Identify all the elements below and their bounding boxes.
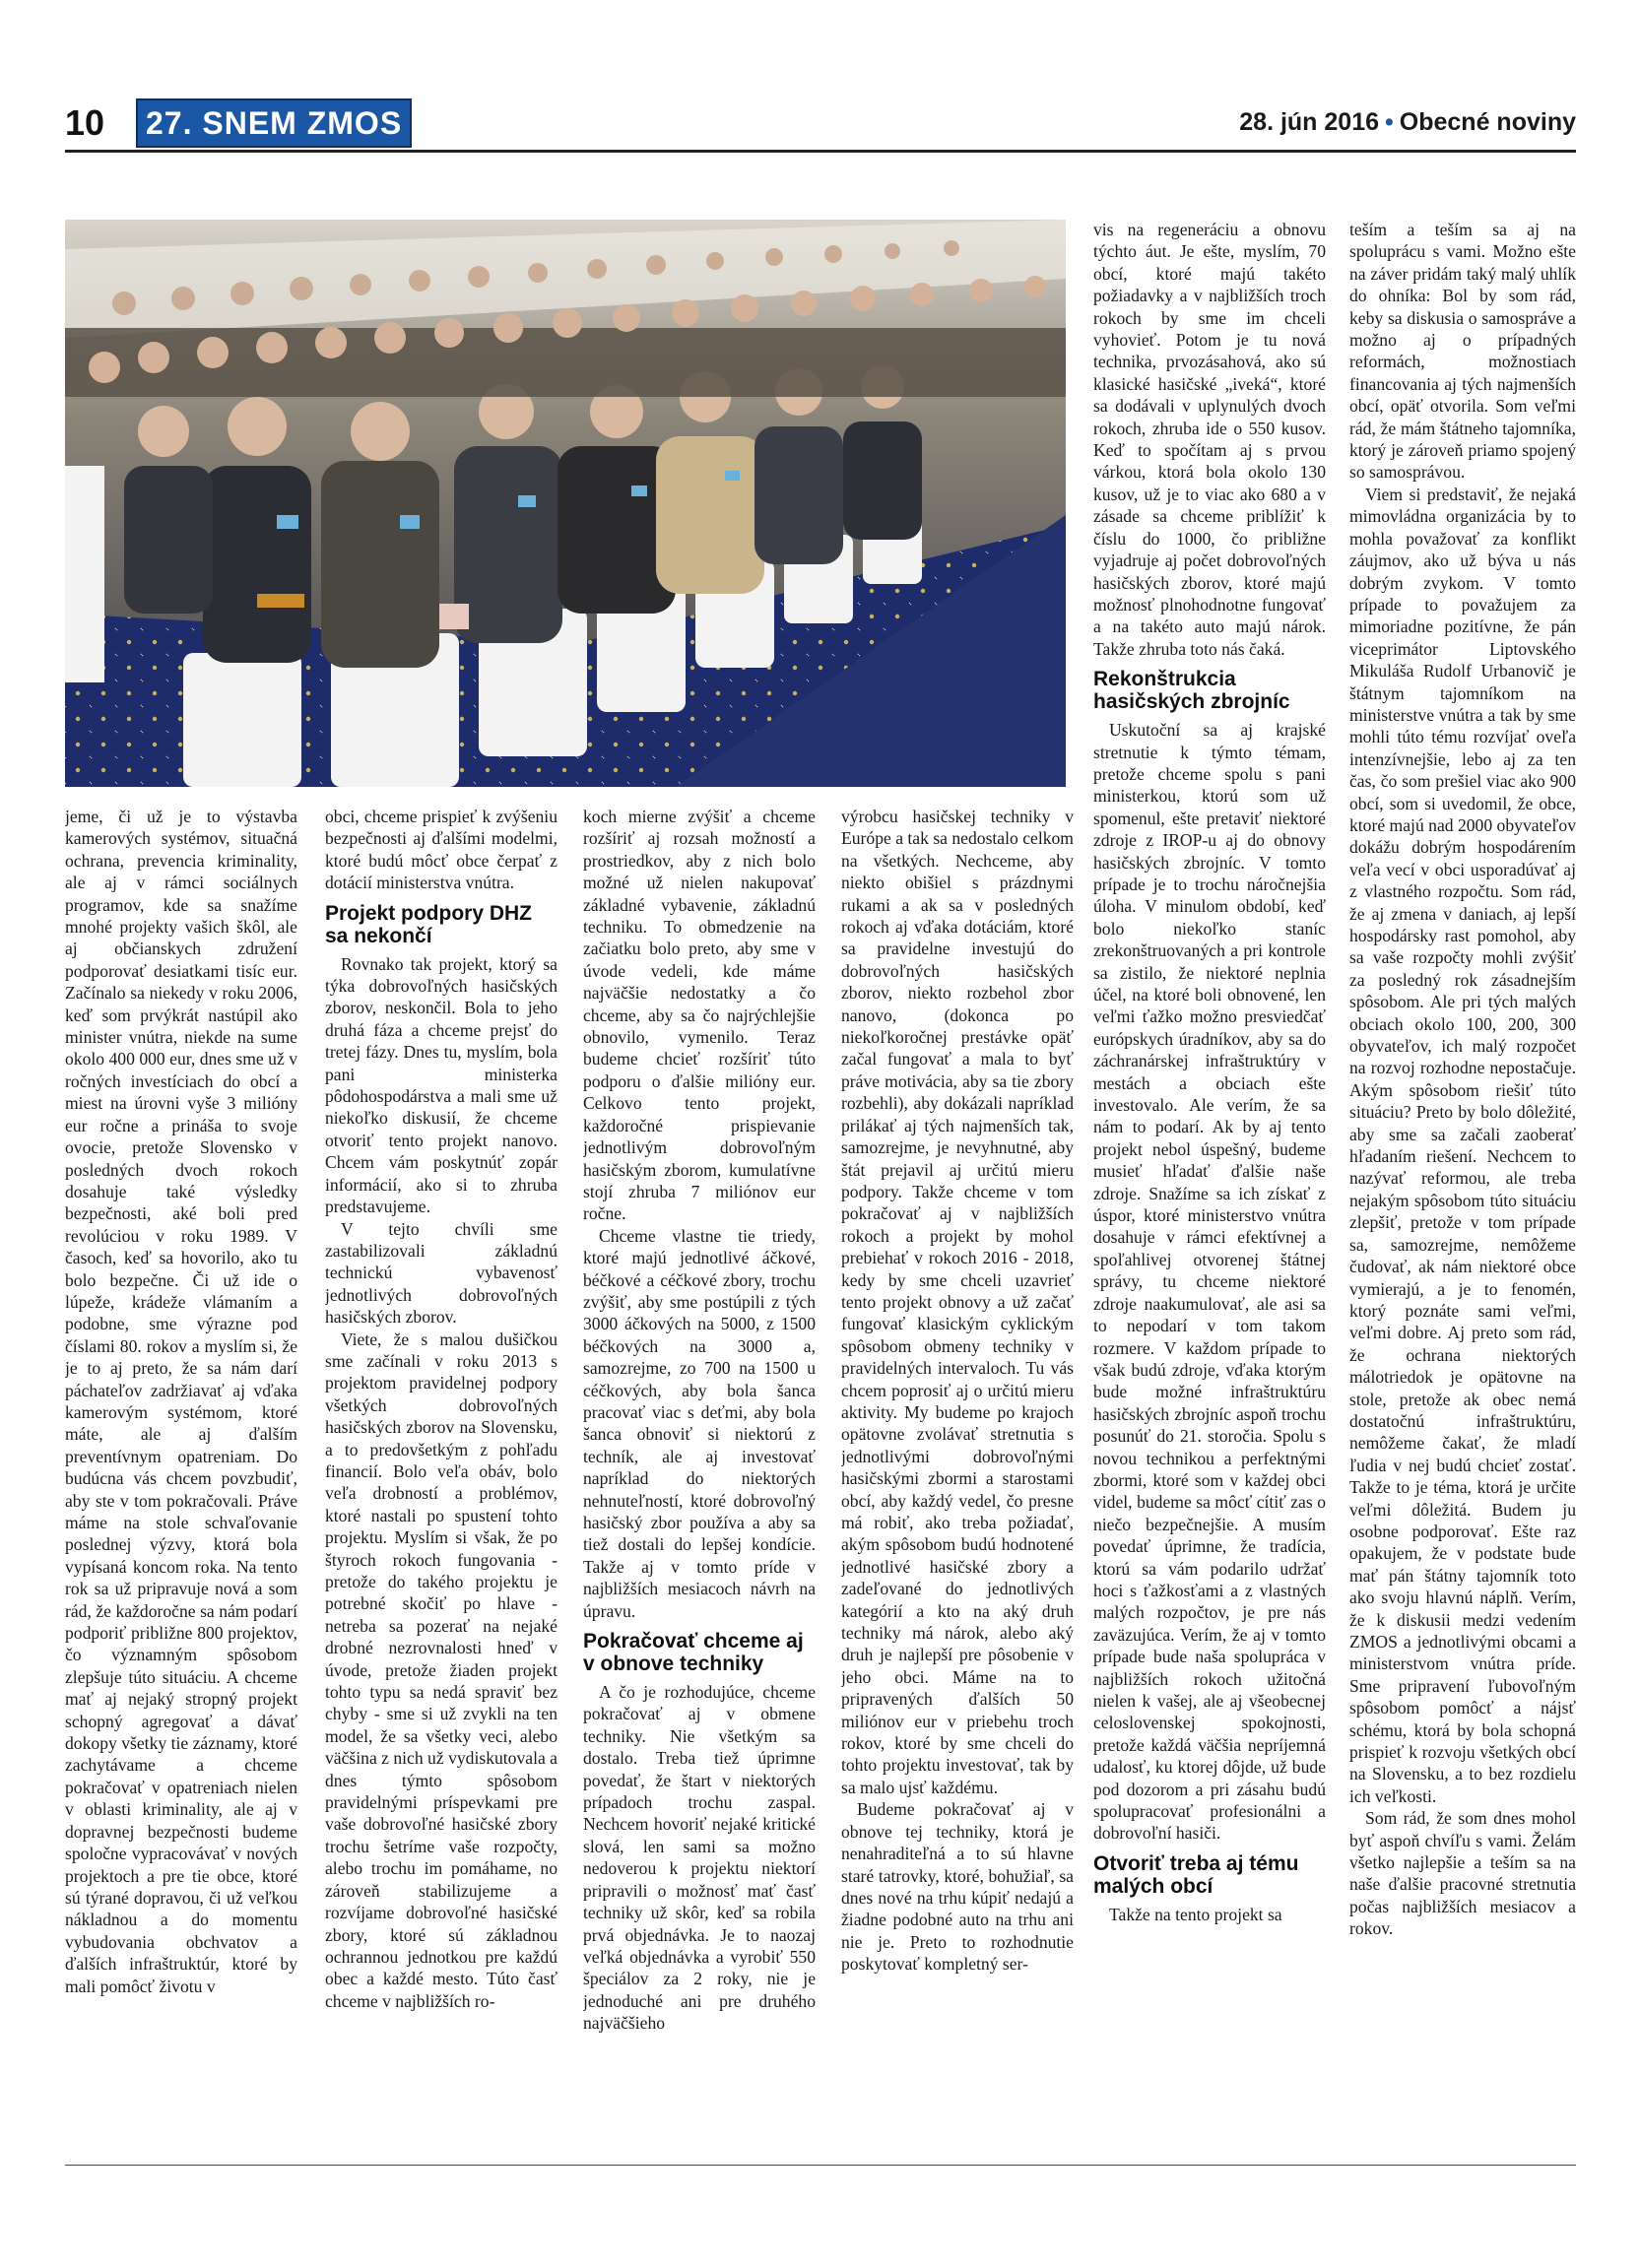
- footer-rule: [65, 2165, 1576, 2166]
- paragraph: Takže na tento projekt sa: [1109, 1904, 1282, 1924]
- paragraph: obci, chceme prispieť k zvýšeniu bezpečnosti aj ďalšími modelmi, ktoré budú môcť obce čerpať z dotácií ministerstva vnútra.: [325, 807, 558, 893]
- separator-dot: •: [1385, 108, 1394, 136]
- publication-name: Obecné noviny: [1399, 108, 1576, 136]
- subheading: Pokračovať chceme aj v obnove techniky: [583, 1630, 804, 1676]
- paragraph: jeme, či už je to výstavba kamerových systémov, situačná ochrana, prevencia kriminality, ale aj v rámci sociálnych programov, kde sa snažíme mnohé projekty vašich škôl, ale aj občianskych združení podporovať desiatkami tisíc eur. Začínalo sa niekedy v roku 2006, keď som prvýkrát nastúpil ako minister vnútra, niekde na sume okolo 400 000 eur, dnes sme už v ročných investíciach do obcí a miest na úrovni vyše 3 milióny eur ročne a prináša to svoje ovocie, pretože Slovensko v posledných dvoch rokoch dosahuje také výsledky bezpečnosti, aké boli pred revolúciou v roku 1989. V časoch, keď sa hovorilo, ako tu bolo bezpečne. Či už ide o lúpeže, krádeže vlámaním a podobne, sme výrazne pod číslami 80. rokov a myslím si, že je to aj preto, že sa nám darí páchateľov zadržiavať aj vďaka kamerovým systémom, ktoré máte, ale aj ďalším preventívnym opatreniam. Do budúcna vás chcem povzbudiť, aby ste v tom pokračovali. Práve máme na stole schvaľovanie poslednej výzvy, ktorá bola vypísaná koncom roka. Na tento rok sa už pripravuje nová a som rád, že každoročne sa nám podarí podporiť približne 800 projektov, čo významným spôsobom zlepšuje túto situáciu. A chceme mať aj nejaký stropný projekt schopný agregovať a dávať dokopy všetky tie záznamy, ktoré zachytávame a chceme pokračovať v opatreniach nielen v oblasti kriminality, ale aj v dopravnej bezpečnosti budeme spoločne vypracovávať v nových projektoch a pre tie obce, ktoré sú týrané dopravou, či už veľkou nákladnou a do momentu vybudovania obchvatov a ďalších infraštruktúr, ktoré by mali pomôcť životu v: [65, 807, 297, 1996]
- article-column-4: [841, 806, 1074, 2155]
- page-number: 10: [65, 102, 105, 143]
- paragraph: Chceme vlastne tie triedy, ktoré majú jednotlivé áčkové, béčkové a céčkové zbory, trochu zvýšiť, aby sme postúpili z tých 3000 áčkových na 5000, z 1500 béčkových na 3000 a, samozrejme, zo 700 na 1500 u céčkových, aby bola šanca pracovať viac s deťmi, aby bola šanca obnoviť si niektorú z techník, ale aj investovať napríklad do niektorých nehnuteľností, ktoré dobrovoľný hasičský zbor používa a aby sa tiež dostali do lepšej kondície. Takže aj v tomto príde v najbližších mesiacoch návrh na úpravu.: [583, 1225, 816, 1621]
- paragraph: vis na regeneráciu a obnovu týchto áut. Je ešte, myslím, 70 obcí, ktoré majú takéto požiadavky a v najbližších troch rokoch by sme im chceli vyhovieť. Potom je tu nová technika, prvozásahová, ako sú klasické hasičské „iveká“, ktoré sa dodávali v uplynulých dvoch rokoch, zhruba ide o 550 kusov. Keď to spočítam aj s prvou várkou, ktorá bola okolo 130 kusov, už je to viac ako 680 a v zásade sa chceme priblížiť k číslu do 1000, čo približne vyjadruje aj počet dobrovoľných hasičských zborov, ktoré majú možnosť plnohodnotne fungovať a na takéto auto majú nárok. Takže zhruba toto nás čaká.: [1093, 220, 1326, 659]
- subheading: Rekonštrukcia hasičských zbrojníc: [1093, 668, 1290, 714]
- conference-audience-photo: [65, 220, 1066, 787]
- article-column-1: [65, 806, 297, 2155]
- paragraph: výrobcu hasičskej techniky v Európe a tak sa nedostalo celkom na všetkých. Nechceme, aby niekto obišiel s prázdnymi rukami a ak sa v posledných rokoch aj vďaka dotáciám, ktoré sa pravidelne investujú do dobrovoľných hasičských zborov, niekto rozbehol zbor nanovo, (dokonca po niekoľkoročnej prestávke opäť začal fungovať a mala to byť práve motivácia, aby sa tie zbory rozbehli), aby dokázali napríklad prilákať aj tých najmenších tak, samozrejme, je nevyhnutné, aby štát prejavil aj určitú mieru podpory. Takže chceme v tom pokračovať aj v najbližších rokoch a projekt by mohol prebiehať v rokoch 2016 - 2018, kedy by sme chceli uzavrieť tento projekt obnovy a už začať fungovať klasickým cyklickým spôsobom obmeny techniky v pravidelných intervaloch. Tu vás chcem poprosiť aj o určitú mieru aktivity. My budeme po krajoch opätovne zvolávať stretnutia s jednotlivými dobrovoľnými hasičskými zbormi a starostami obcí, aby každý vedel, čo presne má robiť, ako treba požiadať, akým spôsobom budú hodnotené jednotlivé hasičské zbory a zadeľované do jednotlivých kategórií a kto na aký druh techniky má nárok, alebo aký druh je najlepší pre pôsobenie v jeho obci. Máme na to pripravených ďalších 50 miliónov eur v priebehu troch rokov, ktoré by sme chceli do tohto projektu investovať, tak by sa malo ujsť každému.: [841, 807, 1074, 1797]
- paragraph: V tejto chvíli sme zastabilizovali základnú technickú vybavenosť jednotlivých dobrovoľných hasičských zborov.: [325, 1218, 558, 1328]
- article-column-2: [325, 806, 558, 2155]
- paragraph: Viete, že s malou dušičkou sme začínali v roku 2013 s projektom pravidelnej podpory všetkých dobrovoľných hasičských zborov na Slovensku, a to predovšetkým z pohľadu financií. Bolo veľa obáv, bolo veľa drobností a problémov, ktoré nastali po spustení tohto projektu. Myslím si však, že po štyroch rokoch fungovania - pretože do takého projektu je potrebné skočiť po hlave - netreba sa pozerať na nejaké drobné nezrovnalosti hneď v úvode, pretože žiaden projekt tohto typu sa nedá spraviť bez chyby - sme si už zvykli na ten model, že sa všetky veci, alebo väčšina z nich už vydiskutovala a dnes týmto spôsobom pravidelnými príspevkami pre vaše dobrovoľné hasičské zbory trochu šetríme vaše rozpočty, alebo trochu im pomáhame, no zároveň stabilizujeme a rozvíjame dobrovoľné hasičské zbory, ktoré sú základnou ochrannou jednotkou pre každú obec a každé mesto. Túto časť chceme v najbližších ro-: [325, 1328, 558, 2011]
- issue-date: 28. jún 2016: [1239, 108, 1380, 136]
- subheading: Projekt podpory DHZ sa nekončí: [325, 901, 533, 947]
- paragraph: Som rád, že som dnes mohol byť aspoň chvíľu s vami. Želám všetko najlepšie a teším sa na naše ďalšie pracovné stretnutia počas najbližších mesiacov a rokov.: [1349, 1808, 1576, 1939]
- paragraph: Rovnako tak projekt, ktorý sa týka dobrovoľných hasičských zborov, neskončil. Bola to jeho druhá fáza a chceme prejsť do tretej fázy. Dnes tu, myslím, bola pani ministerka pôdohospodárstva a mali sme už niekoľko diskusií, že chceme otvoriť tento projekt nanovo. Chcem vám poskytnúť zopár informácií, ako si to zhruba predstavujeme.: [325, 953, 558, 1217]
- paragraph: Viem si predstaviť, že nejaká mimovládna organizácia by to mohla považovať za konflikt záujmov, ako už býva u nás dobrým zvykom. V tomto prípade to považujem za mimoriadne pozitívne, že pán viceprimátor Liptovského Mikuláša Rudolf Urbanovič je štátnym tajomníkom na ministerstve vnútra a tak by sme mohli túto tému rozvíjať oveľa intenzívnejšie, lebo aj za ten čas, čo som prešiel viac ako 900 obcí, som si uvedomil, že obce, ktoré majú nad 2000 obyvateľov dokážu dobrým hospodárením veľa vecí v obci usporadúvať aj z vlastného rozpočtu. Som rád, že aj zmena v daniach, aj lepší hospodársky rast pomohol, aby sa vaše rozpočty mohli zvýšiť za posledný rok zásadnejším spôsobom. Ale pri tých malých obciach okolo 100, 200, 300 obyvateľov, ich malý rozpočet na rozvoj rozhodne nepostačuje. Akým spôsobom riešiť túto situáciu? Preto by bolo dôležité, aby sme sa začali zaoberať hľadaním riešení. Nechcem to nazývať reformou, ale treba nejakým spôsobom túto situáciu zlepšiť, pretože v tom prípade sa, samozrejme, nemôžeme čudovať, ak nám niektoré obce vymierajú, a je to fenomén, ktorý poznáte sami veľmi, veľmi dobre. Aj preto som rád, že ochrana niektorých málotriedok je opätovne na stole, pretože ak obec nemá dostatočnú infraštruktúru, nemôžeme čakať, že mladí ľudia v nej budú chcieť zostať. Takže to je téma, ktorá je určite veľmi dôležitá. Budem ju osobne podporovať. Ešte raz opakujem, že v podstate bude mať pán štátny tajomník toto ako svoju hlavnú náplň. Verím, že k diskusii medzi vedením ZMOS a jednotlivými obcami a ministerstvom vnútra príde. Sme pripravení ľubovoľným spôsobom pomôcť a nájsť schému, ktorá by bola schopná prispieť k rozvoju všetkých obcí na Slovensku, a to bez rozdielu ich veľkosti.: [1349, 484, 1576, 1806]
- issue-info: [1239, 108, 1576, 137]
- page-header: [65, 95, 1576, 154]
- section-tag: 27. SNEM ZMOS: [136, 98, 412, 148]
- paragraph: teším a teším sa aj na spoluprácu s vami. Možno ešte na záver pridám taký malý uhlík do ohníka: Bol by som rád, keby sa diskusia o samospráve a možno aj o prípadných reformách, možnostiach financovania aj tých najmenších obcí, opäť otvorila. Som veľmi rád, že mám štátneho tajomníka, ktorý je zároveň priamo spojený so samosprávou.: [1349, 220, 1576, 483]
- article-column-6: [1349, 219, 1576, 2155]
- article-column-5: [1093, 219, 1326, 2155]
- paragraph: koch mierne zvýšiť a chceme rozšíriť aj rozsah možností a prostriedkov, aby z nich bolo možné už nielen nakupovať základné vybavenie, základnú techniku. To obmedzenie na začiatku bolo preto, aby sme v úvode vedeli, kde máme najväčšie nedostatky a čo chceme, aby sa čo najrýchlejšie obnovilo, vymenilo. Teraz budeme chcieť rozšíriť túto podporu o ďalšie milióny eur. Celkovo tento projekt, každoročné prispievanie jednotlivým dobrovoľným hasičským zborom, kumulatívne stojí zhruba 7 miliónov eur ročne.: [583, 807, 816, 1224]
- paragraph: Uskutoční sa aj krajské stretnutie k týmto témam, pretože chceme spolu s pani ministerkou, ktorú som už spomenul, ešte pretaviť niektoré zdroje z IROP-u aj do obnovy hasičských zbrojníc. V tomto prípade je to trochu náročnejšia úloha. V minulom období, keď bolo niekoľko staníc zrekonštruovaných a pri kontrole sa zistilo, že niektoré neplnia účel, na ktoré boli obnovené, len veľmi ťažko možno presviedčať európskych úradníkov, aby sa do záchranárskej infraštruktúry v mestách a obciach ešte investovalo. Ale verím, že sa nám to podarí. Ak by aj tento projekt nebol úspešný, budeme musieť hľadať ďalšie naše zdroje. Snažíme sa ich získať z úspor, ktoré ministerstvo vnútra dosahuje v rámci efektívnej a spoľahlivej otvorenej štátnej správy, tu chceme niektoré zdroje naakumulovať, ale asi sa to nepodarí v tom takom rozmere. V každom prípade to však budú zdroje, vďaka ktorým bude možné infraštruktúru hasičských zbrojníc aspoň trochu posunúť do 21. storočia. Spolu s novou technikou a perfektnými zbormi, ktoré som v každej obci videl, budeme sa môcť cítiť zas o niečo bezpečnejšie. A musím povedať úprimne, že tradícia, ktorú sa vám podarilo udržať hoci s ťažkosťami a z vlastných malých rozpočtov, je pre nás zaväzujúca. Verím, že aj v tomto prípade bude naša spolupráca v najbližších rokoch užitočná nielen k vašej, ale aj všeobecnej celoslovenskej spokojnosti, pretože každá väčšia nepríjemná udalosť, ku ktorej dôjde, už bude pod dozorom a pri zásahu budú spolupracovať profesionálni a dobrovoľní hasiči.: [1093, 720, 1326, 1844]
- paragraph: Budeme pokračovať aj v obnove tej techniky, ktorá je nenahraditeľná a to sú hlavne staré tatrovky, ktoré, bohužiaľ, sa dnes nové na trhu kúpiť nedajú a žiadne podobné auto na trhu ani nie je. Preto to rozhodnutie poskytovať kompletný ser-: [841, 1799, 1074, 1975]
- article-column-3: [583, 806, 816, 2155]
- header-rule: [65, 150, 1576, 153]
- paragraph: A čo je rozhodujúce, chceme pokračovať aj v obmene techniky. Nie všetkým sa dostalo. Treba tiež úprimne povedať, že štart v niektorých prípadoch trochu zaspal. Nechcem hovoriť nejaké kritické slová, len sami sa možno nedoverou k projektu niektorí pripravili o možnosť mať časť techniky už skôr, keď sa robila prvá objednávka. Je to naozaj veľká objednávka a vyrobiť 550 špeciálov za 2 roky, nie je jednoduché ani pre druhého najväčšieho: [583, 1682, 816, 2034]
- subheading: Otvoriť treba aj tému malých obcí: [1093, 1851, 1299, 1898]
